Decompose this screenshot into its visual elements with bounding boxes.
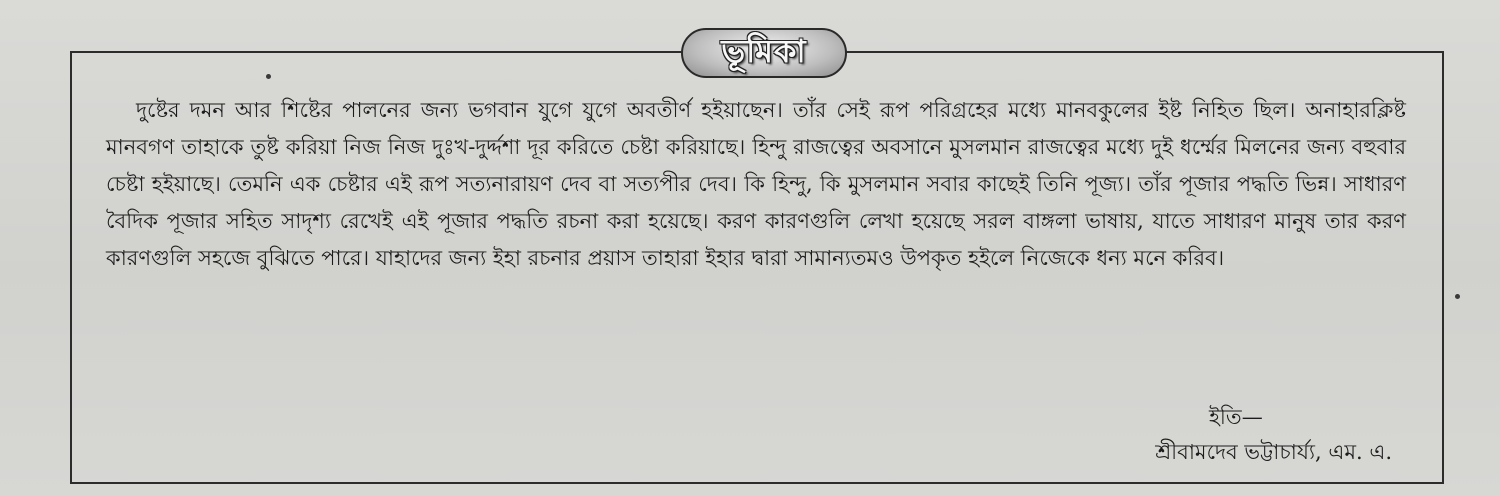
heading-title: ভূমিকা <box>721 32 807 70</box>
closing-text: ইতি— <box>1209 405 1263 429</box>
heading-badge <box>681 28 847 78</box>
ink-speck <box>266 74 271 79</box>
author-signature: শ্রীবামদেব ভট্টাচার্য্য, এম. এ. <box>1155 440 1392 464</box>
preface-paragraph: দুষ্টের দমন আর শিষ্টের পালনের জন্য ভগবান যুগে যুগে অবতীর্ণ হইয়াছেন। তাঁর সেই রূপ পরিগ্রহের মধ্যে মানবকুলের ইষ্ট নিহিত ছিল। অনাহারক্লিষ্ট মানবগণ তাহাকে তুষ্ট করিয়া নিজ নিজ দুঃখ-দুর্দ্দশা দূর করিতে চেষ্টা করিয়াছে। হিন্দু রাজত্বের অবসানে মুসলমান রাজত্বের মধ্যে দুই ধর্ম্মের মিলনের জন্য বহুবার চেষ্টা হইয়াছে। তেমনি এক চেষ্টার এই রূপ সত্যনারায়ণ দেব বা সত্যপীর দেব। কি হিন্দু, কি মুসলমান সবার কাছেই তিনি পূজ্য। তাঁর পূজার পদ্ধতি ভিন্ন। সাধারণ বৈদিক পূজার সহিত সাদৃশ্য রেখেই এই পূজার পদ্ধতি রচনা করা হয়েছে। করণ কারণগুলি লেখা হয়েছে সরল বাঙ্গলা ভাষায়, যাতে সাধারণ মানুষ তার করণ কারণগুলি সহজে বুঝিতে পারে। যাহাদের জন্য ইহা রচনার প্রয়াস তাহারা ইহার দ্বারা সামান্যতমও উপকৃত হইলে নিজেকে ধন্য মনে করিব। <box>106 98 1406 270</box>
ink-speck <box>1455 294 1460 299</box>
